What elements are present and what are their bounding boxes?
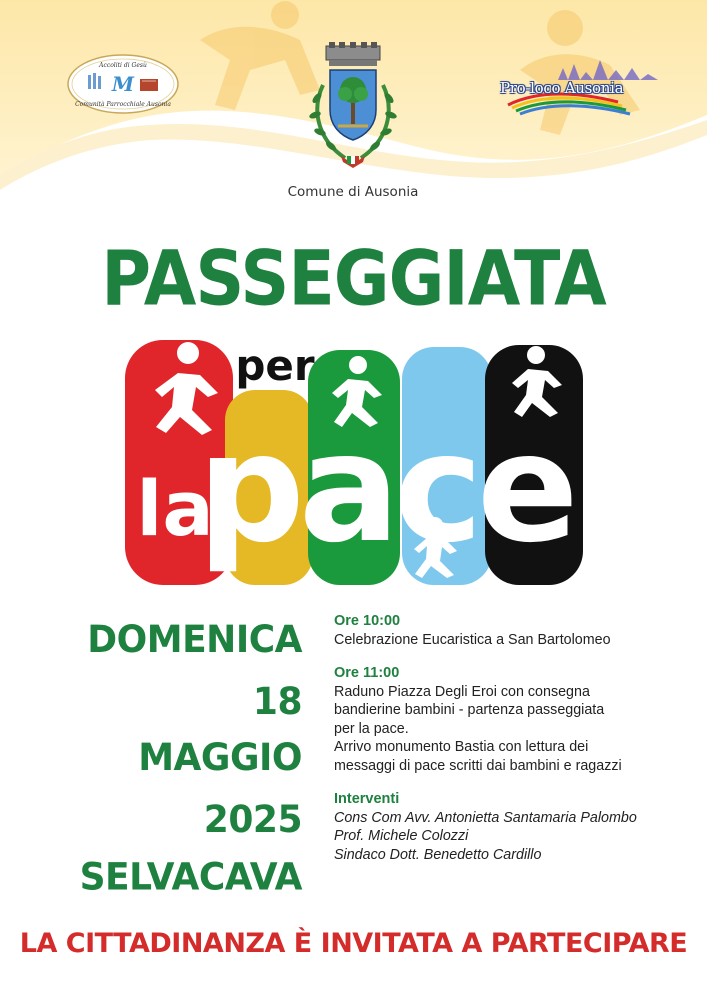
la-word: la [136, 464, 214, 553]
event-date-block [48, 612, 302, 907]
item1-text: Celebrazione Eucaristica a San Bartolomeo [334, 631, 611, 648]
proloco-text: Pro-loco Ausonia [500, 79, 624, 97]
per-word: per [235, 341, 315, 390]
date-line-3: SELVACAVA [79, 855, 302, 900]
event-title: PASSEGGIATA [101, 235, 606, 324]
speaker-1: Cons Com Avv. Antonietta Santamaria Palombo [334, 809, 637, 826]
item2-line3: per la pace. [334, 720, 409, 737]
parish-logo-top-text: Accoliti di Gesù [99, 62, 147, 69]
item2-line5: messaggi di pace scritti dai bambini e ragazzi [334, 757, 622, 774]
item2-time: Ore 11:00 [334, 665, 400, 681]
date-line-1: DOMENICA 18 [87, 618, 302, 724]
municipality-label: Comune di Ausonia [287, 184, 419, 200]
item2-line2: bandierine bambini - partenza passeggiata [334, 702, 605, 718]
date-line-2: MAGGIO 2025 [138, 736, 302, 842]
item2-line4: Arrivo monumento Bastia con lettura dei [334, 739, 589, 755]
speaker-3: Sindaco Dott. Benedetto Cardillo [334, 846, 542, 863]
pace-graphic [100, 335, 620, 595]
parish-logo-bottom-text: Comunità Parrocchiale Ausonia [75, 101, 171, 108]
municipal-crest [293, 40, 413, 180]
invitation-footer: LA CITTADINANZA È INVITATA A PARTECIPARE [19, 928, 688, 959]
interventi-title: Interventi [334, 791, 400, 807]
svg-text:M: M [111, 72, 135, 96]
pace-word: pace [197, 402, 573, 576]
item1-time: Ore 10:00 [334, 613, 401, 629]
program-schedule [334, 612, 674, 864]
item2-line1: Raduno Piazza Degli Eroi con consegna [334, 683, 590, 700]
speaker-2: Prof. Michele Colozzi [334, 828, 469, 844]
